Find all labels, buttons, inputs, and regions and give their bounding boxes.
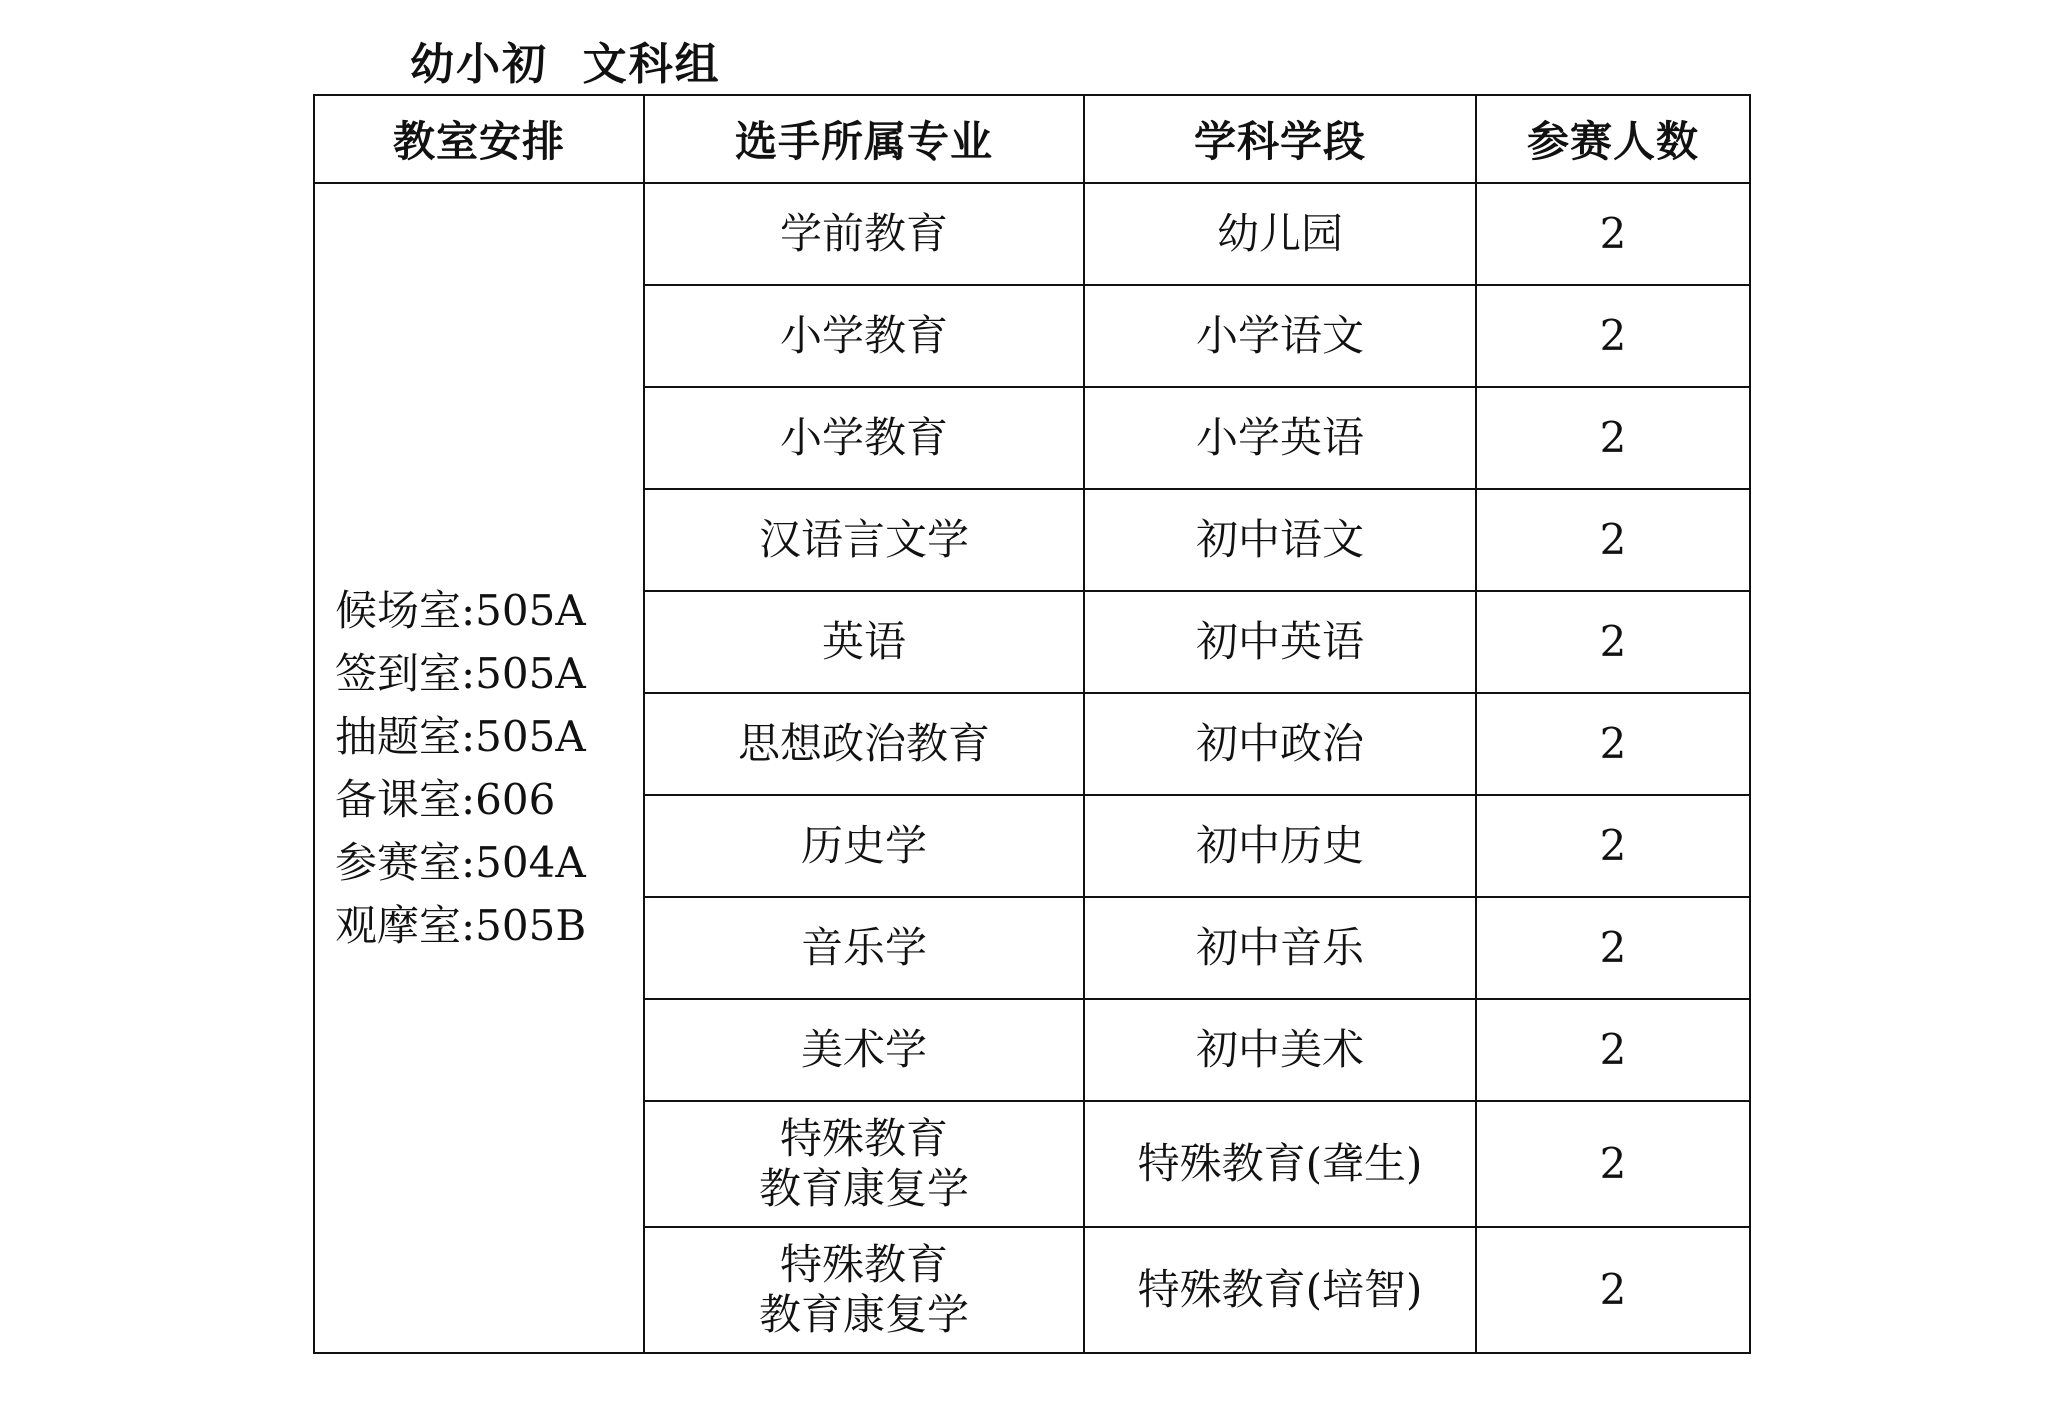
table-row xyxy=(314,183,1750,285)
major-cell xyxy=(644,1227,1084,1353)
header-participants: 参赛人数 xyxy=(1476,95,1750,183)
major-name: 特殊教育 xyxy=(779,1240,948,1290)
classroom-arrangement-cell xyxy=(314,183,644,1353)
major-name: 英语 xyxy=(821,617,906,667)
major-cell xyxy=(644,999,1084,1101)
participant-count-cell: 2 xyxy=(1476,999,1750,1101)
header-major: 选手所属专业 xyxy=(644,95,1084,183)
header-classroom: 教室安排 xyxy=(314,95,644,183)
table-body xyxy=(314,183,1750,1353)
room-entry: 候场室:505A xyxy=(335,586,586,635)
schedule-table xyxy=(313,94,1751,1354)
major-name: 美术学 xyxy=(800,1025,927,1075)
major-cell xyxy=(644,1101,1084,1227)
participant-count-cell: 2 xyxy=(1476,489,1750,591)
room-list xyxy=(315,579,643,957)
subject-cell: 初中政治 xyxy=(1084,693,1476,795)
major-name: 小学教育 xyxy=(779,311,948,361)
subject-cell: 初中音乐 xyxy=(1084,897,1476,999)
participant-count-cell: 2 xyxy=(1476,387,1750,489)
participant-count-cell: 2 xyxy=(1476,285,1750,387)
major-name: 教育康复学 xyxy=(758,1290,969,1339)
table-header xyxy=(314,95,1750,183)
header-subject: 学科学段 xyxy=(1084,95,1476,183)
major-name: 小学教育 xyxy=(779,413,948,463)
subject-cell: 初中语文 xyxy=(1084,489,1476,591)
participant-count-cell: 2 xyxy=(1476,591,1750,693)
major-cell xyxy=(644,489,1084,591)
room-entry: 签到室:505A xyxy=(335,649,586,698)
subject-cell: 幼儿园 xyxy=(1084,183,1476,285)
participant-count-cell: 2 xyxy=(1476,693,1750,795)
participant-count-cell: 2 xyxy=(1476,183,1750,285)
participant-count-cell: 2 xyxy=(1476,795,1750,897)
major-cell xyxy=(644,387,1084,489)
participant-count-cell: 2 xyxy=(1476,1101,1750,1227)
subject-cell: 初中历史 xyxy=(1084,795,1476,897)
major-cell xyxy=(644,795,1084,897)
major-name: 思想政治教育 xyxy=(737,719,990,769)
major-name: 历史学 xyxy=(800,821,927,871)
subject-cell: 特殊教育(聋生) xyxy=(1084,1101,1476,1227)
participant-count-cell: 2 xyxy=(1476,897,1750,999)
major-name: 特殊教育 xyxy=(779,1114,948,1164)
subject-cell: 初中英语 xyxy=(1084,591,1476,693)
subject-cell: 小学英语 xyxy=(1084,387,1476,489)
room-entry: 备课室:606 xyxy=(335,775,556,824)
major-name: 学前教育 xyxy=(779,209,948,259)
major-cell xyxy=(644,693,1084,795)
major-cell xyxy=(644,183,1084,285)
major-cell xyxy=(644,897,1084,999)
participant-count-cell: 2 xyxy=(1476,1227,1750,1353)
room-entry: 观摩室:505B xyxy=(335,901,587,950)
subject-cell: 初中美术 xyxy=(1084,999,1476,1101)
major-name: 音乐学 xyxy=(800,923,927,973)
major-cell xyxy=(644,285,1084,387)
subject-cell: 特殊教育(培智) xyxy=(1084,1227,1476,1353)
major-name: 教育康复学 xyxy=(758,1164,969,1213)
room-entry: 抽题室:505A xyxy=(335,712,586,761)
major-cell xyxy=(644,591,1084,693)
page-title: 幼小初 文科组 xyxy=(410,39,721,90)
room-entry: 参赛室:504A xyxy=(335,838,586,887)
header-row xyxy=(314,95,1750,183)
subject-cell: 小学语文 xyxy=(1084,285,1476,387)
major-name: 汉语言文学 xyxy=(758,515,969,565)
